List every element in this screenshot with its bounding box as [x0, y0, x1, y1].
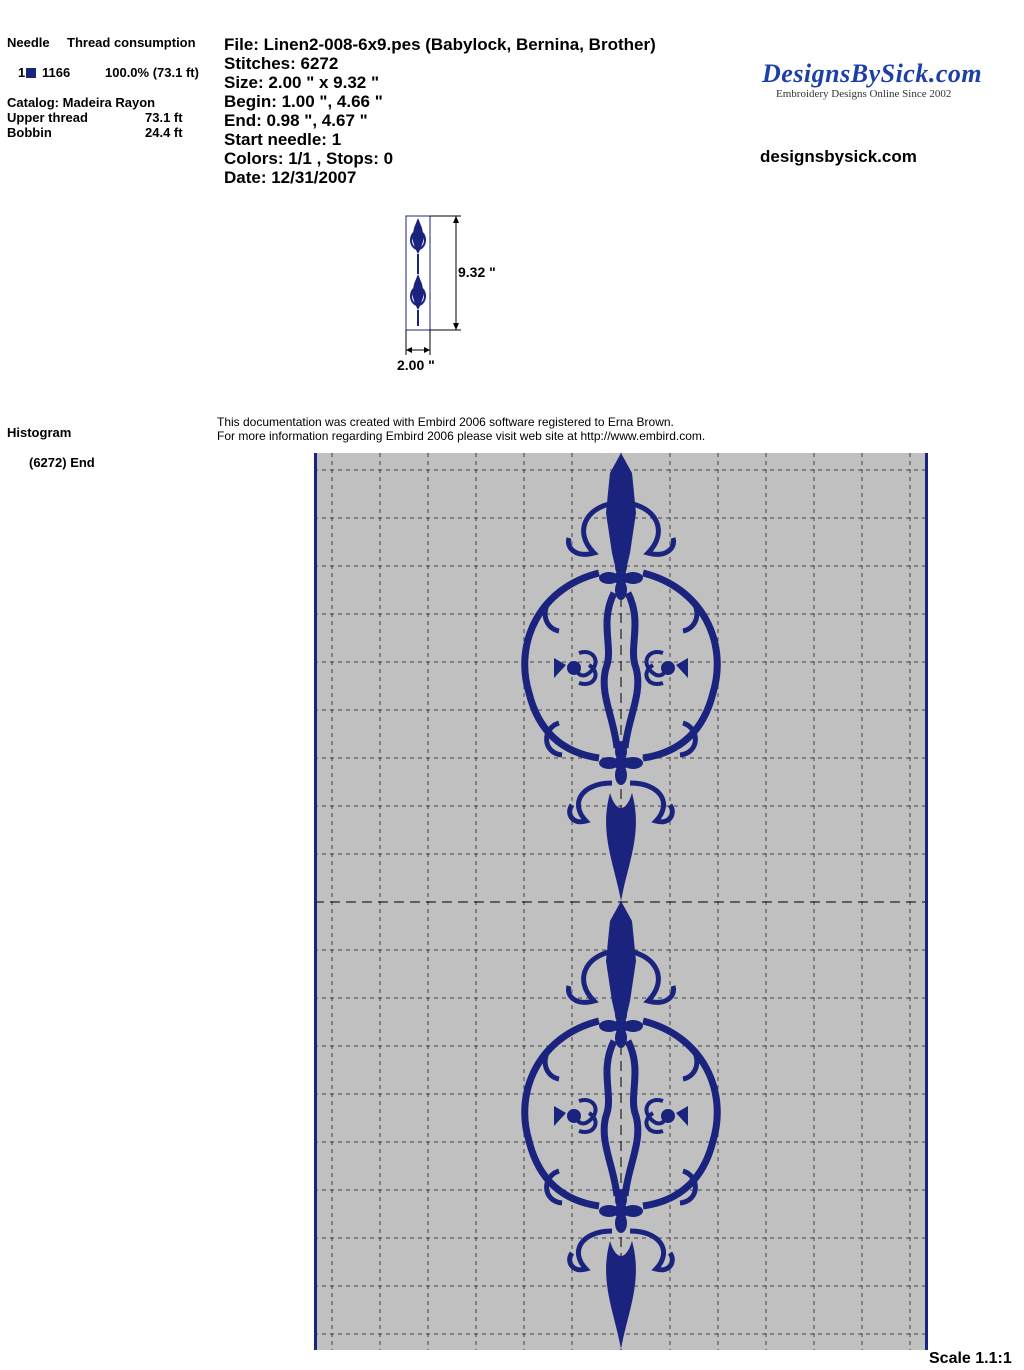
scale-label: Scale 1.1:1 — [929, 1350, 1012, 1367]
design-size: Size: 2.00 " x 9.32 " — [224, 73, 380, 92]
file-info — [224, 35, 656, 187]
bobbin-label: Bobbin — [7, 125, 52, 140]
height-dimension-label: 9.32 " — [458, 264, 496, 280]
credit-line-1: This documentation was created with Embird 2006 software registered to Erna Brown. — [217, 415, 674, 429]
end-point: End: 0.98 ", 4.67 " — [224, 111, 368, 130]
catalog-label: Catalog: Madeira Rayon — [7, 95, 156, 110]
colors-stops: Colors: 1/1 , Stops: 0 — [224, 149, 394, 168]
upper-thread-value: 73.1 ft — [145, 110, 183, 125]
design-date: Date: 12/31/2007 — [224, 168, 357, 187]
begin-point: Begin: 1.00 ", 4.66 " — [224, 92, 383, 111]
histogram-entry: (6272) End — [29, 455, 95, 470]
needle-header: Needle — [7, 35, 50, 50]
credit-line-2: For more information regarding Embird 2006 please visit web site at http://www.embird.com. — [217, 429, 706, 443]
start-needle: Start needle: 1 — [224, 130, 342, 149]
software-credit — [217, 415, 705, 443]
stitch-count: Stitches: 6272 — [224, 54, 339, 73]
thread-code: 1166 — [42, 65, 71, 80]
thread-consumption-value: 100.0% (73.1 ft) — [105, 65, 199, 80]
hoop-edge-right — [925, 453, 928, 1350]
histogram-title: Histogram — [7, 425, 72, 440]
needle-number: 1 — [18, 65, 26, 80]
hoop-edge-left — [314, 453, 317, 1350]
bobbin-value: 24.4 ft — [145, 125, 183, 140]
logo-tagline: Embroidery Designs Online Since 2002 — [776, 88, 952, 100]
thread-consumption-header: Thread consumption — [67, 35, 196, 50]
website-label: designsbysick.com — [760, 147, 917, 166]
design-thumbnail — [395, 210, 505, 360]
upper-thread-label: Upper thread — [7, 110, 88, 125]
needle-row — [18, 65, 39, 80]
width-dimension-label: 2.00 " — [397, 357, 435, 373]
thread-color-swatch — [26, 68, 36, 78]
logo-wordmark: DesignsBySick.com — [762, 59, 983, 88]
file-name: File: Linen2-008-6x9.pes (Babylock, Bernina, Brother) — [224, 35, 656, 54]
brand-logo — [762, 60, 990, 100]
design-preview — [314, 453, 928, 1350]
